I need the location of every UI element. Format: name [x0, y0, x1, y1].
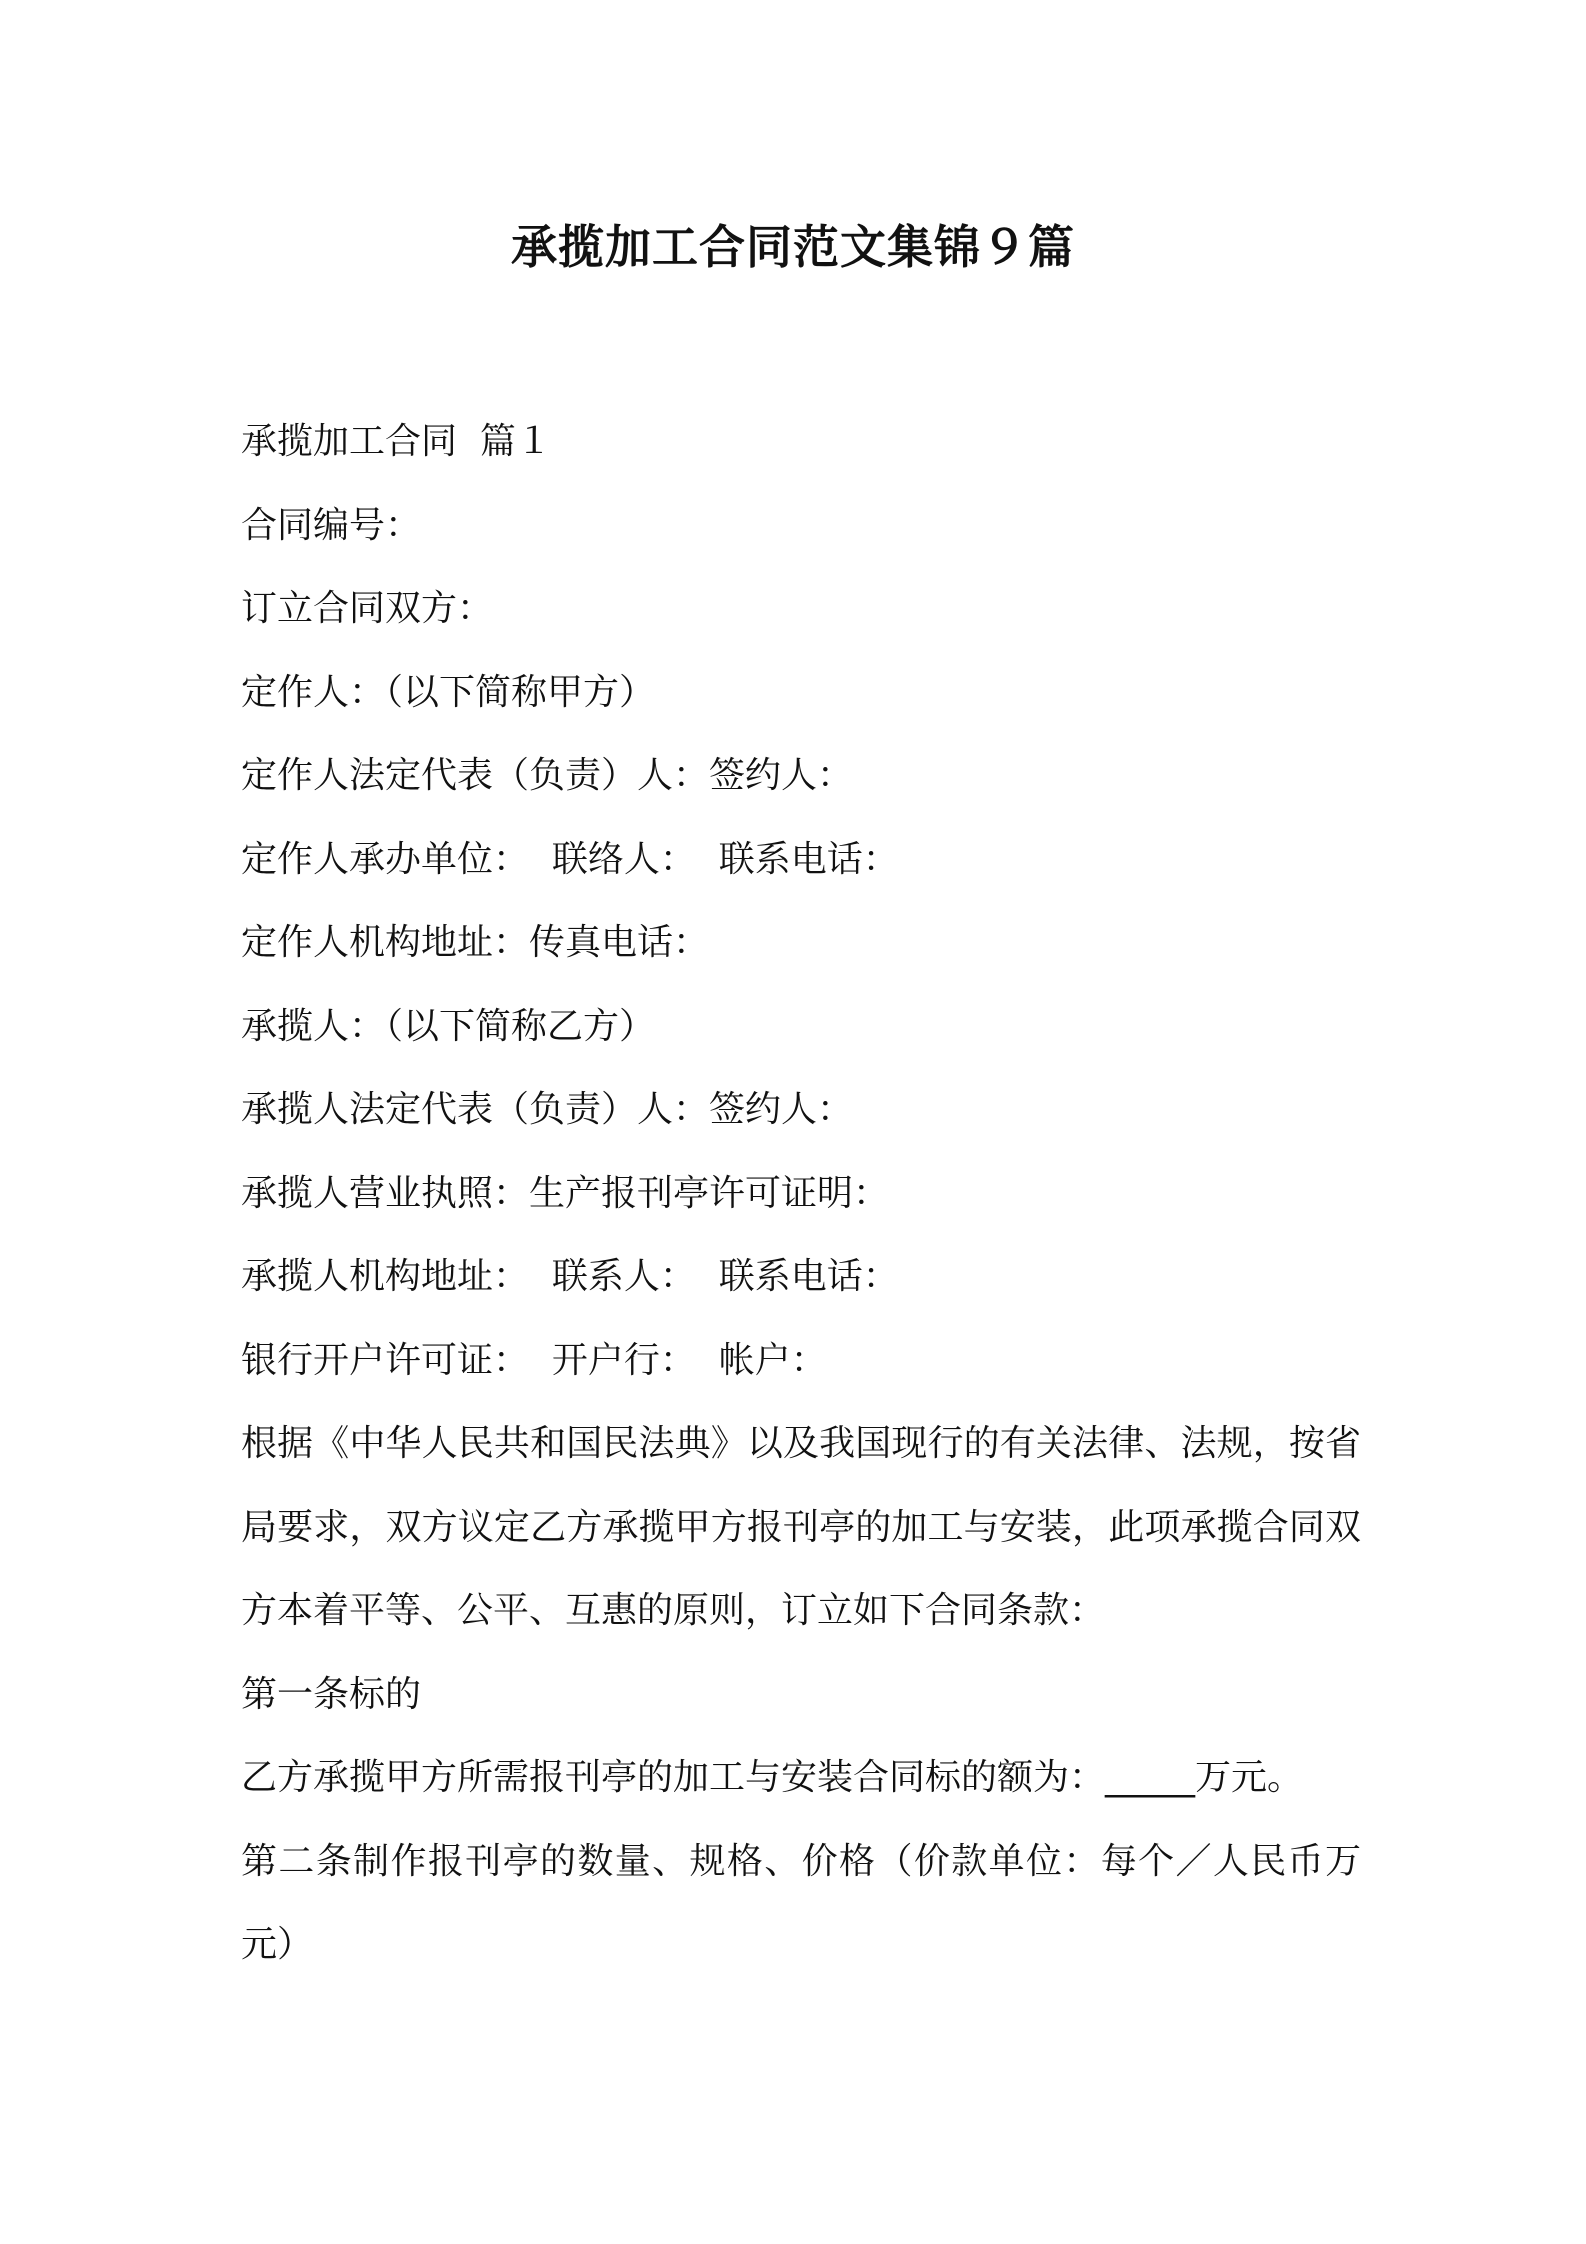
article-1-heading: 第一条标的: [241, 1673, 422, 1715]
article-2-text: 第二条制作报刊亭的数量、规格、价格（价款单位：每个／人民币万元）: [241, 1840, 1361, 1965]
contract-parties-line: 订立合同双方：: [241, 588, 494, 629]
contractor-license-line: 承揽人营业执照：生产报刊亭许可证明：: [241, 1172, 890, 1214]
document-title: 承揽加工合同范文集锦９篇: [511, 220, 1075, 274]
client-line: 定作人：（以下简称甲方）: [241, 671, 656, 713]
contractor-address-line: 承揽人机构地址： 联系人： 联系电话：: [241, 1256, 899, 1297]
contract-number-line: 合同编号：: [241, 504, 422, 546]
article-1-text: 乙方承揽甲方所需报刊亭的加工与安装合同标的额为：_____万元。: [241, 1757, 1304, 1798]
client-unit-line: 定作人承办单位： 联络人： 联系电话：: [241, 838, 899, 880]
client-address-line: 定作人机构地址：传真电话：: [241, 922, 710, 963]
intro-paragraph: 根据《中华人民共和国民法典》以及我国现行的有关法律、法规，按省局要求，双方议定乙方承揽甲方报刊亭的加工与安装，此项承揽合同双方本着平等、公平、互惠的原则，订立如下合同条款：: [241, 1423, 1361, 1631]
client-legal-rep-line: 定作人法定代表（负责）人：签约人：: [241, 755, 854, 796]
section-heading: 承揽加工合同 篇１: [241, 421, 552, 462]
document-body: [241, 400, 1361, 1987]
contractor-legal-rep-line: 承揽人法定代表（负责）人：签约人：: [241, 1089, 854, 1130]
bank-account-line: 银行开户许可证： 开户行： 帐户：: [241, 1339, 827, 1381]
contractor-line: 承揽人：（以下简称乙方）: [241, 1005, 656, 1047]
